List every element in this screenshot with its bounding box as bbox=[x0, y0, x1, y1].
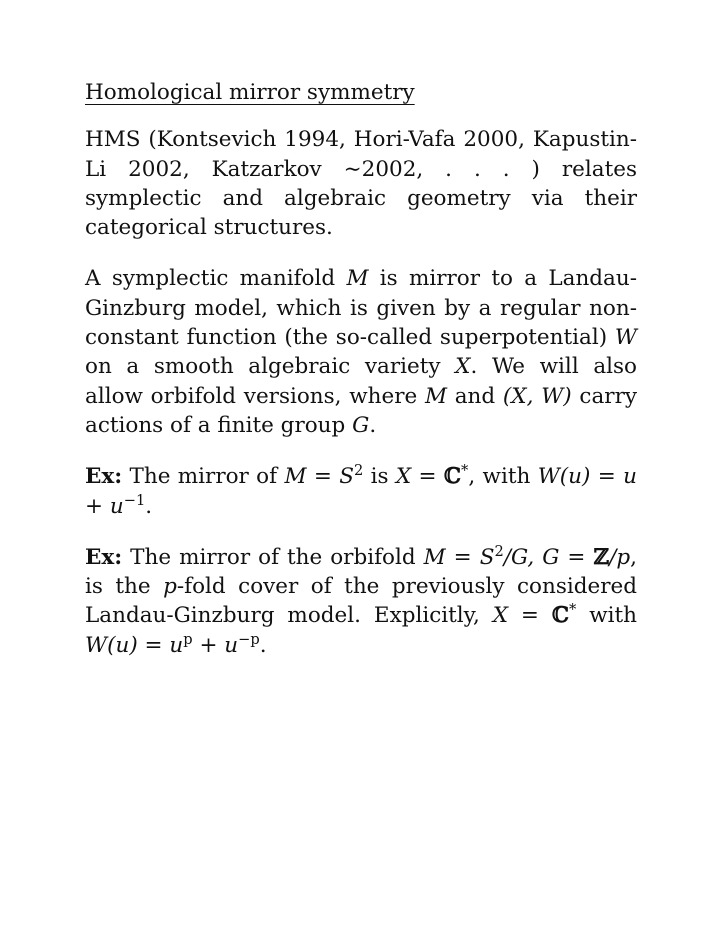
complex-numbers-symbol: ℂ bbox=[551, 603, 569, 629]
math-X-W-pair: (X, W) bbox=[502, 383, 572, 409]
text-segment: carry actions of a finite group bbox=[85, 383, 637, 438]
text-segment: . We will also allow orbifold versions, where bbox=[85, 354, 637, 409]
text-segment: A symplectic manifold bbox=[85, 266, 347, 292]
math-p: p bbox=[163, 574, 177, 600]
math-M: M bbox=[346, 266, 369, 292]
text-segment: , is the bbox=[85, 544, 637, 600]
math-W-of-u: W(u) = u + u bbox=[85, 464, 637, 519]
math-M: M bbox=[424, 383, 447, 409]
text-segment: is bbox=[363, 464, 396, 490]
text-segment: . bbox=[145, 493, 153, 519]
math-M-equals-S: M = S bbox=[423, 544, 495, 570]
text-segment: with bbox=[576, 603, 637, 629]
example-orbifold bbox=[85, 543, 637, 660]
math-G: G bbox=[352, 412, 370, 438]
paragraph-landau-ginzburg bbox=[85, 264, 637, 440]
math-X-equals: X = bbox=[395, 464, 444, 490]
math-X: X bbox=[455, 354, 471, 380]
math-plus-u: + u bbox=[192, 632, 239, 658]
text-segment: is mirror to a Landau-Ginzburg model, which is given by a regular non-constant function (the so-called superpotential) bbox=[85, 266, 637, 351]
math-M-equals-S: M = S bbox=[284, 464, 354, 490]
math-X-equals: X = bbox=[492, 603, 552, 629]
integers-symbol: ℤ bbox=[593, 544, 610, 570]
superscript: p bbox=[183, 630, 193, 648]
math-W-of-u: W(u) = u bbox=[85, 632, 184, 658]
paragraph-intro: HMS (Kontsevich 1994, Hori-Vafa 2000, Kapustin-Li 2002, Katzarkov ∼2002, . . . ) relates symplectic and algebraic geometry via their categorical structures. bbox=[85, 127, 637, 241]
text-segment: The mirror of bbox=[122, 464, 285, 490]
math-W: W bbox=[614, 325, 637, 351]
text-segment: and bbox=[447, 383, 503, 409]
text-segment: . bbox=[369, 412, 377, 438]
superscript: −p bbox=[238, 630, 260, 648]
text-segment: -fold cover of the previously considered Landau-Ginzburg model. Explicitly, bbox=[85, 574, 637, 629]
superscript-star: * bbox=[461, 462, 469, 480]
text-segment: on a smooth algebraic variety bbox=[85, 354, 456, 380]
text-segment: . bbox=[259, 632, 267, 658]
superscript: −1 bbox=[123, 491, 146, 509]
example-label: Ex: bbox=[85, 544, 123, 570]
complex-numbers-symbol: ℂ bbox=[443, 464, 462, 490]
superscript: 2 bbox=[353, 462, 364, 480]
example-sphere bbox=[85, 462, 637, 521]
text-segment: , with bbox=[468, 464, 538, 490]
page bbox=[85, 78, 637, 682]
superscript: 2 bbox=[494, 542, 504, 560]
text-segment: The mirror of the orbifold bbox=[122, 544, 424, 570]
superscript-star: * bbox=[569, 601, 577, 619]
example-label: Ex: bbox=[85, 464, 123, 490]
math-over-p: /p bbox=[609, 544, 631, 570]
math-quotient-G: /G, G = bbox=[503, 544, 594, 570]
page-title: Homological mirror symmetry bbox=[85, 80, 415, 105]
